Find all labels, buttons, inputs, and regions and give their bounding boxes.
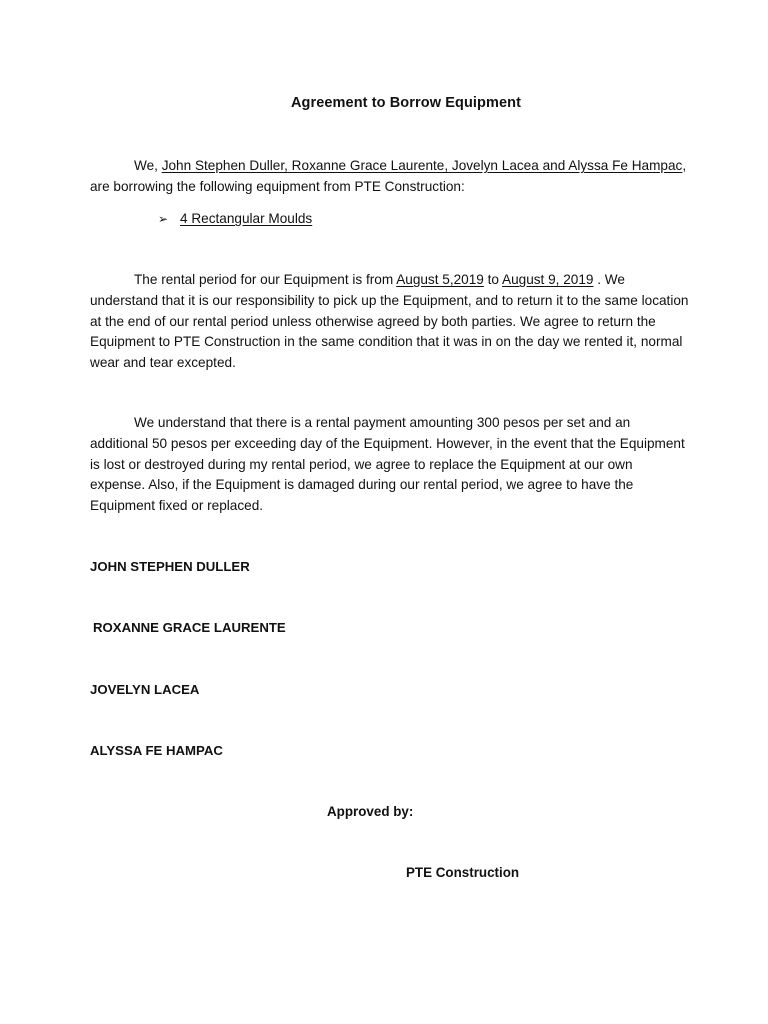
arrow-bullet-icon: ➢ xyxy=(158,212,169,226)
payment-text: We understand that there is a rental payment amounting 300 pesos per set and an additional 50 pesos per exceeding day of the Equipment. However, in the event that the Equipment is lost or destroyed during my rental period, we agree to replace the Equipment at our own expense. Also, if the Equipment is damaged during our rental period, we agree to have the Equipment fixed or replaced. xyxy=(90,415,685,514)
signatory-name: ROXANNE GRACE LAURENTE xyxy=(93,620,286,635)
equipment-item: 4 Rectangular Moulds xyxy=(180,211,313,226)
borrower-names: John Stephen Duller, Roxanne Grace Laurente, Jovelyn Lacea and Alyssa Fe Hampac xyxy=(161,158,683,173)
rental-period-paragraph xyxy=(90,270,690,374)
intro-suffix: , are borrowing the following equipment from PTE Construction: xyxy=(90,158,687,194)
signatory-name: JOVELYN LACEA xyxy=(90,682,200,697)
signatory-name: ALYSSA FE HAMPAC xyxy=(90,743,223,758)
intro-prefix: We, xyxy=(134,158,162,173)
intro-paragraph xyxy=(90,156,690,198)
rental-text-2: to xyxy=(483,272,503,287)
document-title: Agreement to Borrow Equipment xyxy=(290,95,522,111)
equipment-list-item xyxy=(158,209,312,229)
signatory-name: JOHN STEPHEN DULLER xyxy=(90,559,250,574)
approver-name: PTE Construction xyxy=(406,865,520,880)
payment-paragraph xyxy=(90,413,690,517)
rental-end-date: August 9, 2019 xyxy=(502,272,594,287)
rental-start-date: August 5,2019 xyxy=(396,272,484,287)
approved-by-label: Approved by: xyxy=(327,804,414,819)
rental-text-1: The rental period for our Equipment is from xyxy=(134,272,397,287)
rental-text-3: . We understand that it is our responsibility to pick up the Equipment, and to return it to the same location at the end of our rental period unless otherwise agreed by both parties. We agree to return the Equipment to PTE Construction in the same condition that it was in on the day we rented it, normal wear and tear excepted. xyxy=(90,272,689,371)
